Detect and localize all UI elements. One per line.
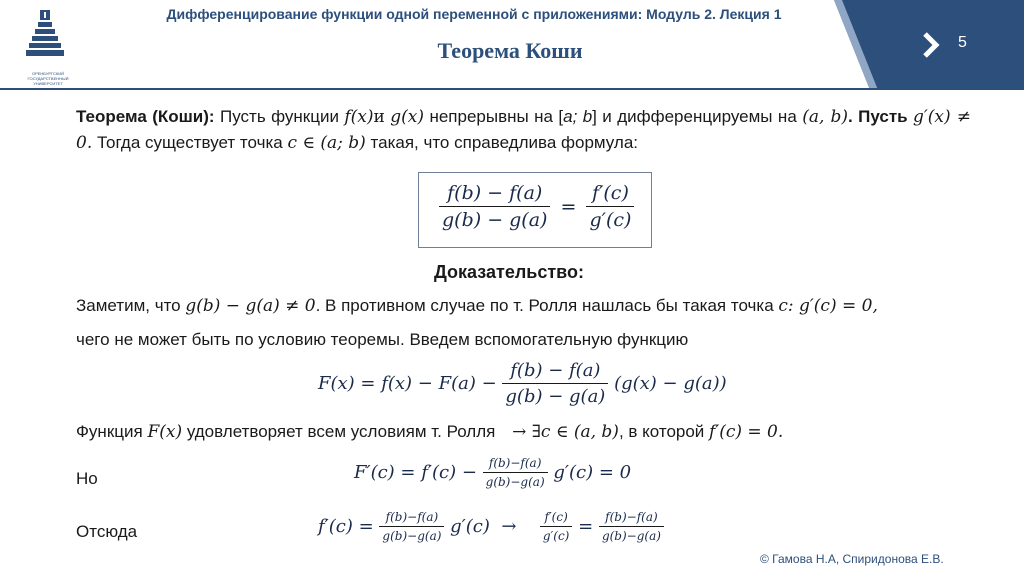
math-g: g(x) — [390, 107, 425, 127]
equals: = — [560, 195, 577, 218]
fraction — [483, 456, 548, 489]
slide-title: Теорема Коши — [437, 38, 583, 63]
text: Тогда существует точка — [96, 133, 283, 152]
text: и — [373, 107, 385, 127]
formula-left: F′(c) = f′(c) − — [354, 462, 477, 483]
ots-label: Отсюда — [76, 522, 138, 541]
formula-right: g′(c) = 0 — [553, 462, 632, 483]
slide-header — [0, 0, 1024, 90]
denominator: g(b) − g(a) — [442, 209, 548, 231]
text: Заметим, что — [76, 296, 181, 315]
text: непрерывны на [ — [429, 107, 564, 126]
math: F(x) — [147, 422, 183, 442]
logo-text-line: ОРЕНБУРГСКИЙ — [31, 71, 65, 76]
proof-line-2: чего не может быть по условию теоремы. Введем вспомогательную функцию — [76, 330, 689, 349]
text: . В противном случае по т. Ролля нашлась бы такая точка — [315, 296, 774, 315]
proof-heading: Доказательство: — [434, 262, 584, 282]
numerator: f(b) − f(a) — [439, 182, 550, 207]
numerator: f(b)−f(a) — [599, 510, 664, 527]
fraction — [540, 510, 573, 543]
text: удовлетворяет всем условиям т. Ролля — [186, 422, 496, 441]
numerator: f′(c) — [540, 510, 573, 527]
denominator: g(b)−g(a) — [382, 529, 442, 543]
math: g(b) − g(a) ≠ 0 — [185, 296, 316, 316]
denominator: g(b)−g(a) — [601, 529, 661, 543]
copyright-footer: © Гамова Н.А, Спиридонова Е.В. — [760, 552, 944, 566]
math: f′(c) = 0. — [709, 422, 784, 442]
fraction — [379, 510, 444, 543]
proof-line-1 — [76, 296, 878, 316]
fraction — [502, 360, 608, 407]
math-open-interval: (a, b) — [802, 107, 848, 127]
fraction — [586, 182, 634, 231]
math: c: g′(c) = 0, — [778, 296, 878, 316]
formula-right: (g(x) − g(a)) — [614, 373, 727, 394]
logo-text-line: УНИВЕРСИТЕТ — [33, 81, 63, 86]
math-f: f(x) — [344, 107, 374, 127]
denominator: g′(c) — [542, 529, 570, 543]
text: Функция — [76, 422, 143, 441]
equals: = — [578, 516, 594, 537]
auxiliary-function-formula — [318, 360, 727, 407]
numerator: f(b) − f(a) — [502, 360, 608, 384]
interval: a; b — [563, 107, 593, 126]
numerator: f′(c) — [586, 182, 634, 207]
formula-left: F(x) = f(x) − F(a) − — [318, 373, 497, 394]
theorem-label: Теорема (Коши): — [76, 107, 215, 126]
numerator: f(b)−f(a) — [483, 456, 548, 473]
no-label: Но — [76, 469, 98, 488]
next-slide-chevron-icon[interactable] — [916, 30, 946, 60]
derivative-formula — [354, 456, 631, 489]
denominator: g′(c) — [589, 209, 632, 231]
conclusion-formula — [318, 510, 664, 543]
math-c-in: c ∈ (a; b) — [287, 133, 366, 153]
cauchy-formula-box — [418, 172, 652, 248]
course-title: Дифференцирование функции одной переменной с приложениями: Модуль 2. Лекция 1 — [166, 6, 782, 22]
proof-line-3 — [76, 422, 783, 442]
logo-text-line: ГОСУДАРСТВЕННЫЙ — [27, 76, 69, 81]
denominator: g(b)−g(a) — [485, 475, 545, 489]
text: такая, что справедлива формула: — [370, 133, 638, 152]
theorem-statement — [76, 104, 971, 156]
formula-middle: g′(c) → — [450, 516, 517, 537]
text: , в которой — [618, 422, 705, 441]
text: Пусть функции — [220, 107, 339, 126]
fraction — [599, 510, 664, 543]
math: → ∃c ∈ (a, b) — [512, 422, 619, 442]
fraction — [439, 182, 550, 231]
math-condition: g′(x) ≠ 0. — [76, 107, 971, 153]
header-divider — [0, 88, 880, 90]
denominator: g(b) − g(a) — [505, 386, 606, 407]
page-number: 5 — [958, 34, 967, 51]
text: ] и дифференцируемы на — [592, 107, 797, 126]
numerator: f(b)−f(a) — [379, 510, 444, 527]
text: . Пусть — [847, 107, 908, 126]
formula-left: f′(c) = — [318, 516, 374, 537]
university-logo — [26, 6, 70, 86]
